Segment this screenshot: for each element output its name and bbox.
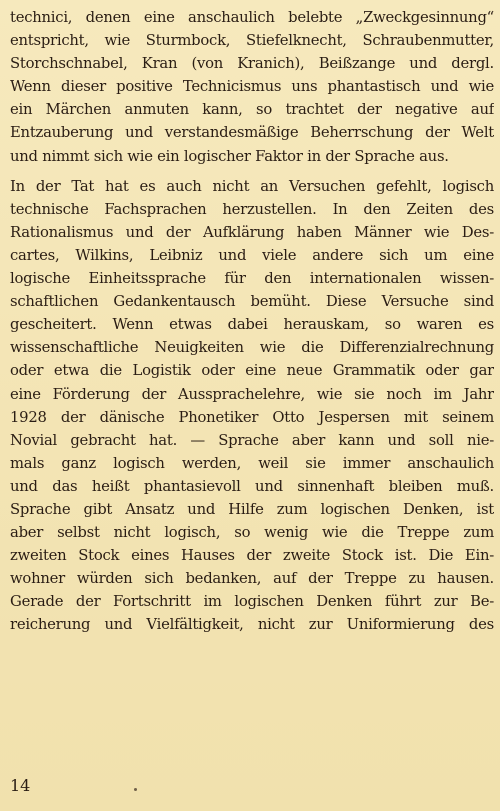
text-line: logische Einheitssprache für den internationalen wissen- — [10, 270, 494, 288]
text-line: zweiten Stock eines Hauses der zweite Stock ist. Die Ein- — [10, 547, 494, 565]
paragraph-1 — [10, 6, 494, 168]
text-line: aber selbst nicht logisch, so wenig wie die Treppe zum — [10, 524, 494, 542]
text-line: reicherung und Vielfältigkeit, nicht zur Uniformierung des — [10, 616, 494, 634]
text-line: In der Tat hat es auch nicht an Versuchen gefehlt, logisch — [10, 177, 494, 195]
paragraph-gap — [10, 168, 494, 175]
text-line: eine Förderung der Aussprachelehre, wie sie noch im Jahr — [10, 385, 494, 403]
text-line: Rationalismus und der Aufklärung haben Männer wie Des- — [10, 223, 494, 241]
text-line: wohner würden sich bedanken, auf der Treppe zu hausen. — [10, 570, 494, 588]
text-line: und nimmt sich wie ein logischer Faktor in der Sprache aus. — [10, 147, 449, 165]
text-line: technische Fachsprachen herzustellen. In den Zeiten des — [10, 200, 494, 218]
text-line: 1928 der dänische Phonetiker Otto Jespersen mit seinem — [10, 408, 494, 426]
paragraph-2 — [10, 175, 494, 637]
text-line: und das heißt phantasievoll und sinnenhaft bleiben muß. — [10, 477, 494, 495]
text-line: cartes, Wilkins, Leibniz und viele andere sich um eine — [10, 246, 494, 264]
text-line: wissenschaftliche Neuigkeiten wie die Differenzialrechnung — [10, 339, 494, 357]
text-line: ein Märchen anmuten kann, so trachtet der negative auf — [10, 101, 494, 119]
text-line: Gerade der Fortschritt im logischen Denken führt zur Be- — [10, 593, 494, 611]
text-line: mals ganz logisch werden, weil sie immer anschaulich — [10, 454, 494, 472]
paper-speck — [134, 788, 137, 791]
text-line: Novial gebracht hat. — Sprache aber kann und soll nie- — [10, 431, 494, 449]
page-number: 14 — [10, 776, 31, 795]
text-line: schaftlichen Gedankentausch bemüht. Diese Versuche sind — [10, 293, 494, 311]
text-line: Entzauberung und verstandesmäßige Beherrschung der Welt — [10, 124, 494, 142]
text-line: entspricht, wie Sturmbock, Stiefelknecht, Schraubenmutter, — [10, 32, 494, 50]
text-line: technici, denen eine anschaulich belebte „Zweckgesinnung“ — [10, 9, 494, 26]
text-line: oder etwa die Logistik oder eine neue Grammatik oder gar — [10, 362, 494, 380]
text-line: Sprache gibt Ansatz und Hilfe zum logischen Denken, ist — [10, 500, 494, 518]
text-line: Storchschnabel, Kran (von Kranich), Beißzange und dergl. — [10, 55, 494, 73]
text-line: gescheitert. Wenn etwas dabei herauskam, so waren es — [10, 316, 494, 334]
body-text — [10, 6, 494, 637]
text-line: Wenn dieser positive Technicismus uns phantastisch und wie — [10, 78, 494, 96]
